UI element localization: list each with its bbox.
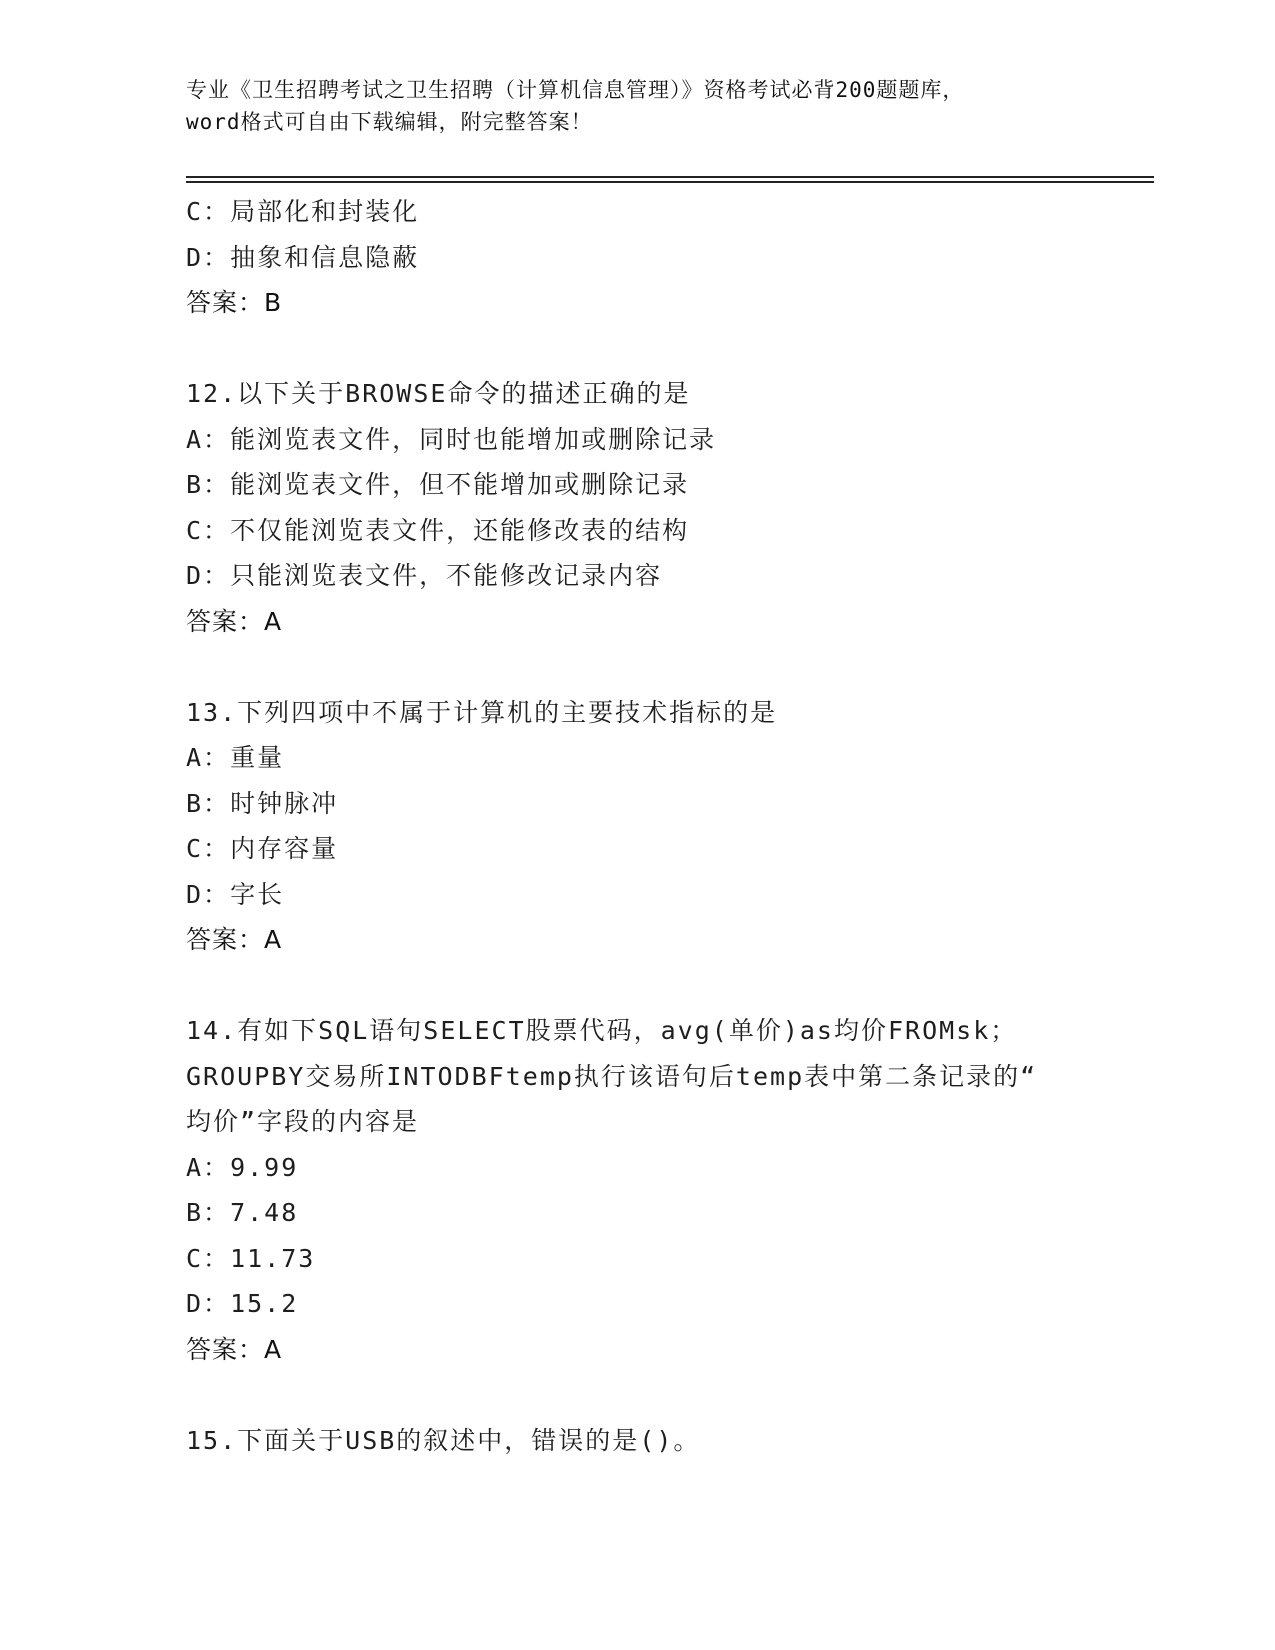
option-label: D： — [186, 561, 231, 590]
question-11-continued — [186, 189, 1154, 326]
option-c — [186, 826, 1154, 872]
question-stem: 13.下列四项中不属于计算机的主要技术指标的是 — [186, 697, 778, 727]
answer: 答案：A — [186, 606, 283, 636]
option-d — [186, 553, 1154, 599]
option-a — [186, 1145, 1154, 1191]
option-c — [186, 1236, 1154, 1282]
question-stem-line-2: GROUPBY交易所INTODBFtemp执行该语句后temp表中第二条记录的“ — [186, 1061, 1038, 1091]
header-line-2: word格式可自由下载编辑，附完整答案！ — [186, 110, 593, 134]
option-label: D： — [186, 879, 231, 909]
option-c — [186, 508, 1154, 554]
option-text: 重量 — [230, 743, 285, 772]
option-label: B： — [186, 470, 231, 499]
spacer — [186, 963, 1154, 1009]
question-list — [186, 189, 1154, 1463]
option-label: D： — [186, 1289, 231, 1318]
option-label: C： — [186, 197, 231, 226]
header-divider-bottom — [186, 181, 1154, 183]
header-line-1: 专业《卫生招聘考试之卫生招聘（计算机信息管理）》资格考试必背200题题库， — [186, 78, 965, 102]
spacer — [186, 326, 1154, 372]
question-15 — [186, 1418, 1154, 1464]
question-13 — [186, 690, 1154, 963]
spacer — [186, 1372, 1154, 1418]
option-label: C： — [186, 1243, 231, 1273]
option-text: 9.99 — [230, 1152, 299, 1182]
header-divider-top — [186, 176, 1154, 178]
question-stem-line-3: 均价”字段的内容是 — [186, 1107, 420, 1136]
option-a — [186, 735, 1154, 781]
question-stem: 12.以下关于BROWSE命令的描述正确的是 — [186, 379, 691, 408]
option-d — [186, 1281, 1154, 1327]
option-label: C： — [186, 515, 231, 545]
option-label: A： — [186, 424, 231, 454]
question-stem-line-1: 14.有如下SQL语句SELECT股票代码，avg(单价)as均价FROMsk； — [186, 1016, 1018, 1045]
option-label: B： — [186, 788, 231, 818]
option-label: A： — [186, 743, 231, 772]
option-text: 11.73 — [230, 1243, 316, 1273]
question-14 — [186, 1008, 1154, 1372]
option-label: A： — [186, 1152, 231, 1182]
option-text: 局部化和封装化 — [230, 197, 420, 226]
option-text: 不仅能浏览表文件，还能修改表的结构 — [230, 515, 690, 545]
option-label: B： — [186, 1198, 231, 1227]
option-b — [186, 1190, 1154, 1236]
question-12 — [186, 371, 1154, 644]
option-d — [186, 235, 1154, 281]
spacer — [186, 644, 1154, 690]
option-text: 15.2 — [230, 1289, 299, 1318]
option-text: 内存容量 — [230, 834, 339, 863]
option-text: 7.48 — [230, 1198, 299, 1227]
option-a — [186, 417, 1154, 463]
question-stem: 15.下面关于USB的叙述中，错误的是()。 — [186, 1425, 701, 1455]
answer: 答案：B — [186, 288, 283, 317]
document-header — [186, 74, 1086, 138]
option-label: C： — [186, 834, 231, 863]
answer: 答案：A — [186, 1334, 283, 1364]
option-text: 只能浏览表文件，不能修改记录内容 — [230, 561, 663, 590]
option-b — [186, 781, 1154, 827]
option-text: 时钟脉冲 — [230, 788, 339, 818]
option-label: D： — [186, 242, 231, 272]
option-text: 字长 — [230, 879, 285, 909]
option-text: 抽象和信息隐蔽 — [230, 242, 420, 272]
option-text: 能浏览表文件，但不能增加或删除记录 — [230, 470, 690, 499]
option-b — [186, 462, 1154, 508]
option-text: 能浏览表文件，同时也能增加或删除记录 — [230, 424, 717, 454]
option-c — [186, 189, 1154, 235]
option-d — [186, 872, 1154, 918]
answer: 答案：A — [186, 925, 283, 954]
